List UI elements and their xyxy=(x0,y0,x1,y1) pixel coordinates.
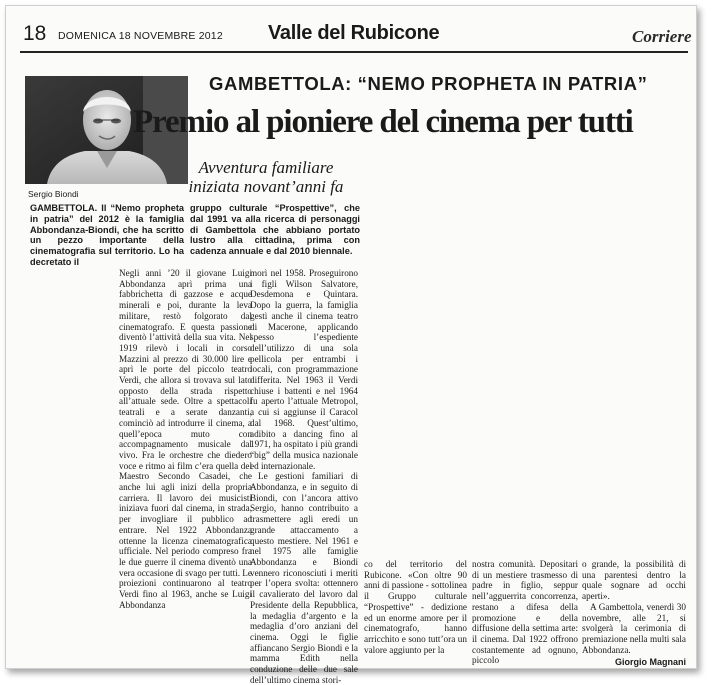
lead-col-2: gruppo culturale “Prospettive”, che dal 1991 va alla ricerca di personaggi di Gambettola che abbiano portato lustro alla cittadina, prima con cadenza annuale e dal 2010 biennale. xyxy=(190,203,360,257)
page-header xyxy=(6,6,696,50)
photo-caption: Sergio Biondi xyxy=(28,189,79,199)
body-col-4: nostra comunità. Depositari di un mestiere trasmesso di padre in figlio, seppur nell’agguerrita concorrenza, restano a difesa della promozione e della diffusione della settima arte: il cinema. Dal 1922 offrono costantemente ad ognuno, piccolo xyxy=(472,559,578,666)
author-signature: Giorgio Magnani xyxy=(615,657,686,668)
body-col-2-para-1: morì nel 1958. Proseguirono i figli Wilson Salvatore, Desdemona e Quintara. Dopo la guerra, la famiglia gestì anche il cinema teatro di Macerone, applicando spesso l’espediente dell’utilizzo di una sola pellicola per entrambi i locali, con programmazione differita. Nel 1963 il Verdi chiuse i battenti e nel 1964 fu aperto l’attuale Metropol, a cui si aggiunse il Caracol dal 1968. Quest’ultimo, adibito a dancing fino al 1971, ha ospitato i più grandi “big” della musica nazionale ed internazionale. xyxy=(250,268,358,471)
body-col-5-para-1: o grande, la possibilità di una parentesi dentro la quale sognare ad occhi aperti». xyxy=(582,559,686,602)
lead-text-1: Il “Nemo propheta in patria” del 2012 è la famiglia Abbondanza-Biondi, che ha scritto un pezzo importante della cinematografia sul territorio. Lo ha decretato il xyxy=(30,203,184,267)
body-col-5-para-2: A Gambettola, venerdì 30 novembre, alle 21, si svolgerà la cerimonia di premiazione nella multi sala Abbondanza. xyxy=(582,601,686,655)
subtitle-line-1: Avventura familiare xyxy=(198,158,334,177)
body-col-2-para-2: Le gestioni familiari di Abbondanza, e in seguito di Biondi, con l’ancora attivo Sergio, hanno contribuito a trasmettere agli eredi un grande attaccamento a questo mestiere. Nel 1961 e nel 1975 alle famiglie Abbondanza e Biondi vennero riconosciuti i meriti per l’opera svolta: ottennero il cavalierato del lavoro dal Presidente della Repubblica, la medaglia d’argento e la medaglia d’oro anziani del cinema. Oggi le figlie affiancano Sergio Biondi e la mamma Edith nella conduzione delle due sale dell’ultimo cinema stori- xyxy=(250,471,358,685)
body-col-2 xyxy=(250,268,358,685)
dateline: GAMBETTOLA. xyxy=(30,203,98,213)
body-col-3: co del territorio del Rubicone. «Con oltre 90 anni di passione - sottolinea il Gruppo culturale “Prospettive” - dedizione ed un enorme amore per il cinematografo, hanno arricchito e sono tutt’ora un valore aggiunto per la xyxy=(364,559,467,655)
headline-kicker: GAMBETTOLA: “NEMO PROPHETA IN PATRIA” xyxy=(209,73,648,94)
lead-col-1 xyxy=(30,203,184,268)
body-col-1: Negli anni ’20 il giovane Luigi Abbondanza aprì prima una fabbrichetta di gazzose e acque minerali e poi, durante la leva militare, restò folgorato dal cinematografo. E questa passione diventò l’attività della sua vita. Nel 1919 rilevò i locali in corso Mazzini al prezzo di 30.000 lire e aprì le porte del piccolo teatro Verdi, che allora si trovava sul lato opposto della strada rispetto all’attuale sede. Oltre a spettacoli teatrali e a serate danzanti, cominciò ad introdurre il cinema, a quell’epoca muto con accompagnamento musicale dal vivo. Fra le orchestre che diedero voce e ritmo ai film c’era quella del Maestro Secondo Casadei, che anche lui agli inizi della propria carriera. Il lavoro dei musicisti iniziava fuori dal cinema, in strada, per invogliare il pubblico ad entrare. Nel 1922 Abbondanza ottenne la licenza cinematografica ufficiale. Nel periodo compreso fra le due guerre il cinema diventò una vera occasione di svago per tutti. Le proiezioni continuarono al teatro Verdi fino al 1963, anche se Luigi Abbondanza xyxy=(119,268,252,610)
subtitle-line-2: iniziata novant’anni fa xyxy=(188,177,344,196)
issue-date: DOMENICA 18 NOVEMBRE 2012 xyxy=(58,30,223,42)
section-title: Valle del Rubicone xyxy=(268,22,440,44)
header-rule xyxy=(20,51,688,53)
body-col-5 xyxy=(582,559,686,668)
newspaper-logo: Corriere xyxy=(632,27,692,46)
headline-subtitle xyxy=(151,158,381,196)
newspaper-page xyxy=(5,5,697,685)
headline-title: Premio al pioniere del cinema per tutti xyxy=(133,104,633,140)
page-number: 18 xyxy=(23,22,47,45)
